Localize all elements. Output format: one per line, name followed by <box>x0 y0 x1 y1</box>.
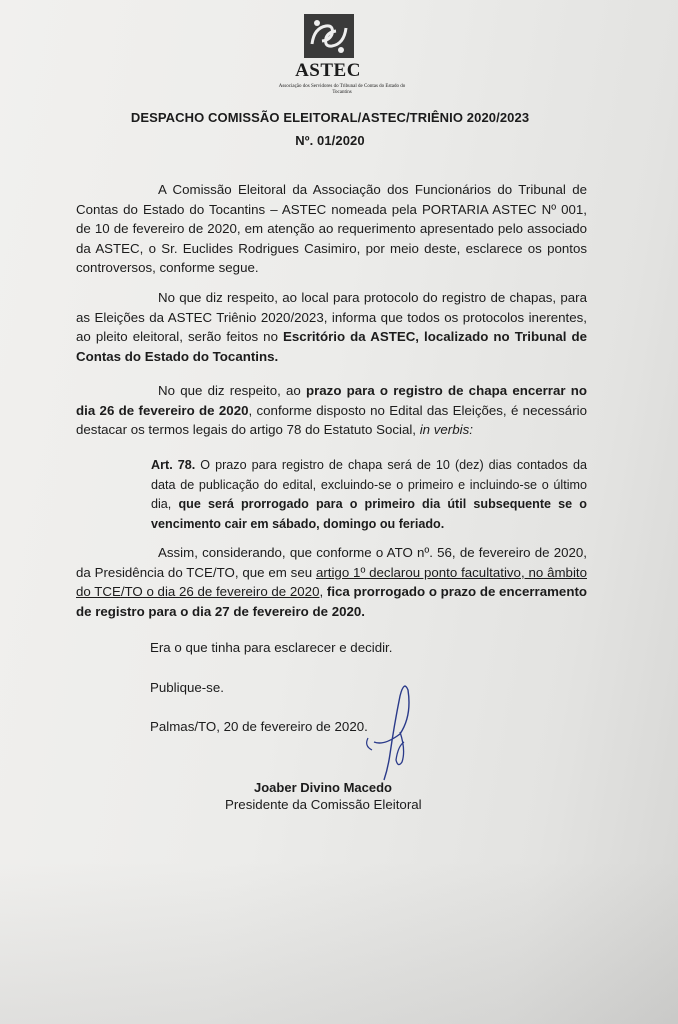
paragraph-3-text-2: , conforme disposto no Edital das Eleições, é necessário destacar os termos legais do artigo 78 do Estatuto Social, <box>76 402 587 437</box>
document-title: DESPACHO COMISSÃO ELEITORAL/ASTEC/TRIÊNIO 2020/2023 <box>130 110 530 125</box>
logo-name: ASTEC <box>295 60 361 81</box>
paragraph-2 <box>76 288 587 366</box>
article-bold: que será prorrogado para o primeiro dia útil subsequente se o vencimento cair em sábado, domingo ou feriado. <box>151 497 587 531</box>
date-line: Palmas/TO, 20 de fevereiro de 2020. <box>150 719 368 734</box>
article-number: Art. 78. <box>151 458 196 472</box>
paragraph-3-italic: in verbis: <box>419 422 473 437</box>
logo-subtitle: Associação dos Servidores do Tribunal de Contas do Estado do Tocantins <box>278 84 406 95</box>
paragraph-3-bold: prazo para o registro de chapa encerrar no dia 26 de fevereiro de 2020 <box>76 383 587 418</box>
paragraph-1-text: A Comissão Eleitoral da Associação dos Funcionários do Tribunal de Contas do Estado do Tocantins – ASTEC nomeada pela PORTARIA ASTEC Nº 001, de 10 de fevereiro de 2020, em atenção ao requerimento apresentado pelo associado da ASTEC, o Sr. Euclides Rodrigues Casimiro, por meio deste, esclarece os pontos controversos, conforme segue. <box>76 182 587 275</box>
page-shadow <box>0 860 678 1024</box>
closing-line: Era o que tinha para esclarecer e decidir. <box>150 640 393 655</box>
paragraph-4 <box>76 543 587 621</box>
hands-emblem-icon <box>304 14 354 58</box>
article-text: O prazo para registro de chapa será de 10 (dez) dias contados da data de publicação do edital, excluindo-se o primeiro e incluindo-se o último dia, <box>151 458 587 511</box>
signer-name: Joaber Divino Macedo <box>254 780 392 795</box>
signer-role: Presidente da Comissão Eleitoral <box>225 797 422 812</box>
paragraph-4-comma: , <box>319 584 327 599</box>
paragraph-1 <box>76 180 587 278</box>
paragraph-4-underlined: artigo 1º declarou ponto facultativo, no âmbito do TCE/TO o dia 26 de fevereiro de 2020 <box>76 564 587 599</box>
paragraph-4-text: Assim, considerando, que conforme o ATO nº. 56, de fevereiro de 2020, da Presidência do TCE/TO, que em seu <box>76 545 587 580</box>
publish-line: Publique-se. <box>150 680 224 695</box>
paragraph-4-bold: fica prorrogado o prazo de encerramento de registro para o dia 27 de fevereiro de 2020. <box>76 584 587 619</box>
paragraph-2-text: No que diz respeito, ao local para protocolo do registro de chapas, para as Eleições da ASTEC Triênio 2020/2023, informa que todos os protocolos inerentes, ao pleito eleitoral, serão feitos no <box>76 290 587 344</box>
handwritten-signature <box>360 676 430 796</box>
document-number: Nº. 01/2020 <box>295 133 365 148</box>
paragraph-3 <box>76 381 587 440</box>
article-quote <box>151 456 587 534</box>
paragraph-2-bold: Escritório da ASTEC, localizado no Tribunal de Contas do Estado do Tocantins. <box>76 329 587 364</box>
paragraph-3-text: No que diz respeito, ao <box>158 383 306 398</box>
